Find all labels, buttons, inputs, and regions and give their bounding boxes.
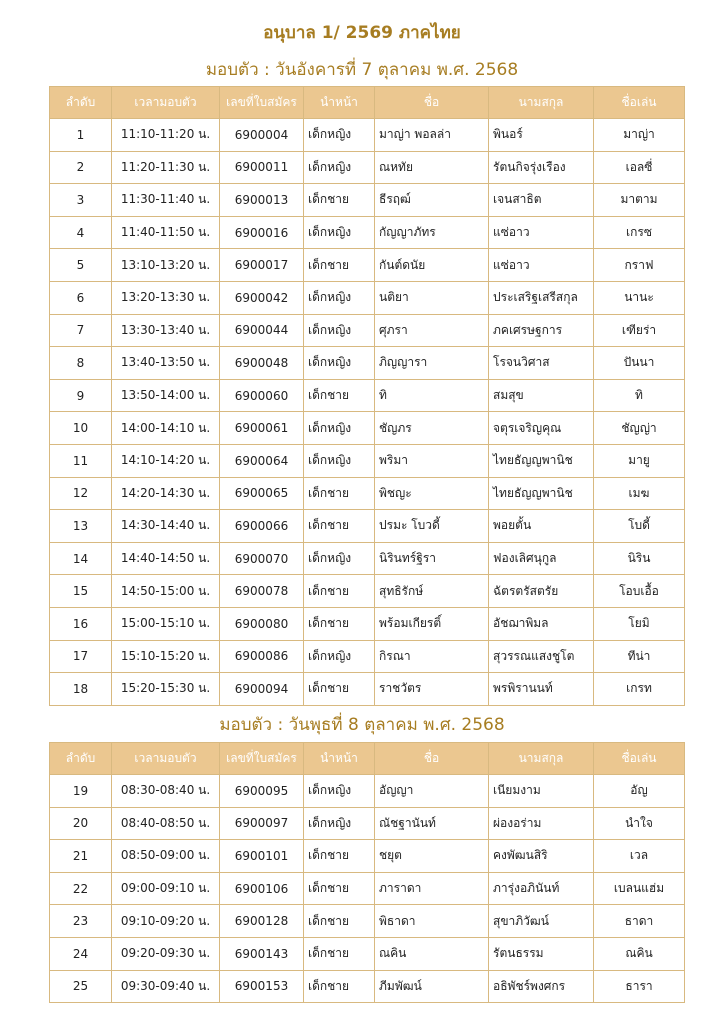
application-no-cell: 6900094 bbox=[220, 673, 304, 706]
nickname-cell: นิริน bbox=[594, 542, 685, 575]
order-cell: 3 bbox=[50, 184, 112, 217]
application-no-cell: 6900101 bbox=[220, 840, 304, 873]
table-row bbox=[50, 905, 685, 938]
first-name-cell: พิธาดา bbox=[375, 905, 489, 938]
order-cell: 5 bbox=[50, 249, 112, 282]
time-cell: 11:20-11:30 น. bbox=[112, 151, 220, 184]
prefix-cell: เด็กชาย bbox=[304, 184, 375, 217]
order-cell: 18 bbox=[50, 673, 112, 706]
prefix-cell: เด็กหญิง bbox=[304, 151, 375, 184]
order-cell: 15 bbox=[50, 575, 112, 608]
time-cell: 09:30-09:40 น. bbox=[112, 970, 220, 1003]
table-row bbox=[50, 542, 685, 575]
time-cell: 11:10-11:20 น. bbox=[112, 119, 220, 152]
nickname-cell: เวล bbox=[594, 840, 685, 873]
last-name-cell: พินอร์ bbox=[489, 119, 594, 152]
order-cell: 8 bbox=[50, 347, 112, 380]
nickname-cell: ทิ bbox=[594, 379, 685, 412]
section-heading-day1: มอบตัว : วันอังคารที่ 7 ตุลาคม พ.ศ. 2568 bbox=[205, 60, 519, 80]
time-cell: 13:50-14:00 น. bbox=[112, 379, 220, 412]
order-cell: 11 bbox=[50, 444, 112, 477]
application-no-cell: 6900143 bbox=[220, 937, 304, 970]
order-cell: 25 bbox=[50, 970, 112, 1003]
application-no-cell: 6900011 bbox=[220, 151, 304, 184]
nickname-cell: มายู bbox=[594, 444, 685, 477]
table-row bbox=[50, 249, 685, 282]
column-header-application-no: เลขที่ใบสมัคร bbox=[220, 743, 304, 775]
time-cell: 13:20-13:30 น. bbox=[112, 281, 220, 314]
first-name-cell: กัญญาภัทร bbox=[375, 216, 489, 249]
time-cell: 15:20-15:30 น. bbox=[112, 673, 220, 706]
prefix-cell: เด็กชาย bbox=[304, 575, 375, 608]
first-name-cell: ธีรฤฒ์ bbox=[375, 184, 489, 217]
application-no-cell: 6900013 bbox=[220, 184, 304, 217]
application-no-cell: 6900065 bbox=[220, 477, 304, 510]
last-name-cell: ไทยธัญญพานิช bbox=[489, 477, 594, 510]
application-no-cell: 6900017 bbox=[220, 249, 304, 282]
prefix-cell: เด็กหญิง bbox=[304, 807, 375, 840]
table-row bbox=[50, 970, 685, 1003]
first-name-cell: ณัชฐานันท์ bbox=[375, 807, 489, 840]
table-row bbox=[50, 119, 685, 152]
last-name-cell: ไทยธัญญพานิช bbox=[489, 444, 594, 477]
column-header-application-no: เลขที่ใบสมัคร bbox=[220, 87, 304, 119]
nickname-cell: เอลซี่ bbox=[594, 151, 685, 184]
order-cell: 22 bbox=[50, 872, 112, 905]
prefix-cell: เด็กชาย bbox=[304, 607, 375, 640]
application-no-cell: 6900080 bbox=[220, 607, 304, 640]
order-cell: 9 bbox=[50, 379, 112, 412]
order-cell: 20 bbox=[50, 807, 112, 840]
table-row bbox=[50, 607, 685, 640]
table-row bbox=[50, 775, 685, 808]
time-cell: 08:30-08:40 น. bbox=[112, 775, 220, 808]
column-header-order: ลำดับ bbox=[50, 87, 112, 119]
first-name-cell: ชยุต bbox=[375, 840, 489, 873]
prefix-cell: เด็กหญิง bbox=[304, 347, 375, 380]
order-cell: 16 bbox=[50, 607, 112, 640]
table-row bbox=[50, 216, 685, 249]
table-row bbox=[50, 640, 685, 673]
column-header-time: เวลามอบตัว bbox=[112, 743, 220, 775]
table-row bbox=[50, 281, 685, 314]
nickname-cell: เฑียร่า bbox=[594, 314, 685, 347]
time-cell: 14:20-14:30 น. bbox=[112, 477, 220, 510]
application-no-cell: 6900016 bbox=[220, 216, 304, 249]
order-cell: 14 bbox=[50, 542, 112, 575]
last-name-cell: แซ่อาว bbox=[489, 249, 594, 282]
application-no-cell: 6900042 bbox=[220, 281, 304, 314]
first-name-cell: นติยา bbox=[375, 281, 489, 314]
time-cell: 11:40-11:50 น. bbox=[112, 216, 220, 249]
time-cell: 15:10-15:20 น. bbox=[112, 640, 220, 673]
last-name-cell: ผ่องอร่าม bbox=[489, 807, 594, 840]
time-cell: 13:40-13:50 น. bbox=[112, 347, 220, 380]
table-row bbox=[50, 510, 685, 543]
nickname-cell: มาตาม bbox=[594, 184, 685, 217]
prefix-cell: เด็กชาย bbox=[304, 249, 375, 282]
table-row bbox=[50, 184, 685, 217]
last-name-cell: สุวรรณแสงชูโต bbox=[489, 640, 594, 673]
first-name-cell: กิรณา bbox=[375, 640, 489, 673]
order-cell: 2 bbox=[50, 151, 112, 184]
prefix-cell: เด็กหญิง bbox=[304, 119, 375, 152]
order-cell: 13 bbox=[50, 510, 112, 543]
application-no-cell: 6900128 bbox=[220, 905, 304, 938]
nickname-cell: มาญ่า bbox=[594, 119, 685, 152]
first-name-cell: สุทธิรักษ์ bbox=[375, 575, 489, 608]
time-cell: 14:00-14:10 น. bbox=[112, 412, 220, 445]
schedule-table-day1 bbox=[49, 86, 685, 706]
table-row bbox=[50, 477, 685, 510]
prefix-cell: เด็กชาย bbox=[304, 510, 375, 543]
order-cell: 19 bbox=[50, 775, 112, 808]
time-cell: 13:10-13:20 น. bbox=[112, 249, 220, 282]
application-no-cell: 6900097 bbox=[220, 807, 304, 840]
schedule-body-day2 bbox=[50, 775, 685, 1003]
application-no-cell: 6900004 bbox=[220, 119, 304, 152]
table-row bbox=[50, 807, 685, 840]
table-row bbox=[50, 314, 685, 347]
application-no-cell: 6900078 bbox=[220, 575, 304, 608]
column-header-last-name: นามสกุล bbox=[489, 87, 594, 119]
application-no-cell: 6900066 bbox=[220, 510, 304, 543]
prefix-cell: เด็กหญิง bbox=[304, 640, 375, 673]
nickname-cell: ทีน่า bbox=[594, 640, 685, 673]
last-name-cell: พอยตั้น bbox=[489, 510, 594, 543]
application-no-cell: 6900061 bbox=[220, 412, 304, 445]
prefix-cell: เด็กชาย bbox=[304, 970, 375, 1003]
table-row bbox=[50, 673, 685, 706]
first-name-cell: ภีมพัฒน์ bbox=[375, 970, 489, 1003]
last-name-cell: เจนสาธิต bbox=[489, 184, 594, 217]
application-no-cell: 6900064 bbox=[220, 444, 304, 477]
first-name-cell: ศุภรา bbox=[375, 314, 489, 347]
prefix-cell: เด็กหญิง bbox=[304, 281, 375, 314]
table-row bbox=[50, 444, 685, 477]
nickname-cell: อัญ bbox=[594, 775, 685, 808]
first-name-cell: พร้อมเกียรติ์ bbox=[375, 607, 489, 640]
time-cell: 09:10-09:20 น. bbox=[112, 905, 220, 938]
schedule-table-day2 bbox=[49, 742, 685, 1003]
last-name-cell: เนียมงาม bbox=[489, 775, 594, 808]
time-cell: 08:40-08:50 น. bbox=[112, 807, 220, 840]
last-name-cell: โรจนวิศาส bbox=[489, 347, 594, 380]
nickname-cell: ธาดา bbox=[594, 905, 685, 938]
nickname-cell: โอบเอื้อ bbox=[594, 575, 685, 608]
table-header-row bbox=[50, 87, 685, 119]
prefix-cell: เด็กชาย bbox=[304, 905, 375, 938]
first-name-cell: มาญ่า พอลล่า bbox=[375, 119, 489, 152]
application-no-cell: 6900044 bbox=[220, 314, 304, 347]
prefix-cell: เด็กหญิง bbox=[304, 412, 375, 445]
first-name-cell: พริมา bbox=[375, 444, 489, 477]
table-row bbox=[50, 575, 685, 608]
time-cell: 14:30-14:40 น. bbox=[112, 510, 220, 543]
application-no-cell: 6900048 bbox=[220, 347, 304, 380]
order-cell: 12 bbox=[50, 477, 112, 510]
last-name-cell: ภารุ่งอภินันท์ bbox=[489, 872, 594, 905]
last-name-cell: ฉัตรตรัสตรัย bbox=[489, 575, 594, 608]
application-no-cell: 6900070 bbox=[220, 542, 304, 575]
prefix-cell: เด็กชาย bbox=[304, 477, 375, 510]
nickname-cell: โยมิ bbox=[594, 607, 685, 640]
nickname-cell: เมฆ bbox=[594, 477, 685, 510]
prefix-cell: เด็กหญิง bbox=[304, 216, 375, 249]
prefix-cell: เด็กหญิง bbox=[304, 444, 375, 477]
table-row bbox=[50, 872, 685, 905]
time-cell: 14:50-15:00 น. bbox=[112, 575, 220, 608]
first-name-cell: อัญญา bbox=[375, 775, 489, 808]
page-title: อนุบาล 1/ 2569 ภาคไทย bbox=[263, 23, 461, 43]
time-cell: 09:00-09:10 น. bbox=[112, 872, 220, 905]
prefix-cell: เด็กชาย bbox=[304, 840, 375, 873]
nickname-cell: เกรท bbox=[594, 673, 685, 706]
first-name-cell: ชัญภร bbox=[375, 412, 489, 445]
column-header-first-name: ชื่อ bbox=[375, 87, 489, 119]
first-name-cell: ณคิน bbox=[375, 937, 489, 970]
first-name-cell: ภิญญารา bbox=[375, 347, 489, 380]
last-name-cell: สมสุข bbox=[489, 379, 594, 412]
first-name-cell: นิรินทร์ฐิรา bbox=[375, 542, 489, 575]
prefix-cell: เด็กชาย bbox=[304, 379, 375, 412]
last-name-cell: คงพัฒนสิริ bbox=[489, 840, 594, 873]
nickname-cell: เกรซ bbox=[594, 216, 685, 249]
application-no-cell: 6900106 bbox=[220, 872, 304, 905]
table-row bbox=[50, 412, 685, 445]
time-cell: 14:10-14:20 น. bbox=[112, 444, 220, 477]
table-header-row bbox=[50, 743, 685, 775]
prefix-cell: เด็กหญิง bbox=[304, 542, 375, 575]
first-name-cell: กันต์ดนัย bbox=[375, 249, 489, 282]
last-name-cell: อธิพัชร์พงศกร bbox=[489, 970, 594, 1003]
first-name-cell: พิชญะ bbox=[375, 477, 489, 510]
time-cell: 15:00-15:10 น. bbox=[112, 607, 220, 640]
first-name-cell: ภาราดา bbox=[375, 872, 489, 905]
time-cell: 08:50-09:00 น. bbox=[112, 840, 220, 873]
application-no-cell: 6900095 bbox=[220, 775, 304, 808]
time-cell: 11:30-11:40 น. bbox=[112, 184, 220, 217]
nickname-cell: ธารา bbox=[594, 970, 685, 1003]
column-header-first-name: ชื่อ bbox=[375, 743, 489, 775]
table-row bbox=[50, 379, 685, 412]
order-cell: 1 bbox=[50, 119, 112, 152]
nickname-cell: เบลนแฮ่ม bbox=[594, 872, 685, 905]
column-header-nickname: ชื่อเล่น bbox=[594, 87, 685, 119]
section-heading-day2: มอบตัว : วันพุธที่ 8 ตุลาคม พ.ศ. 2568 bbox=[219, 715, 505, 735]
first-name-cell: ทิ bbox=[375, 379, 489, 412]
nickname-cell: ปันนา bbox=[594, 347, 685, 380]
order-cell: 24 bbox=[50, 937, 112, 970]
last-name-cell: รัตนธรรม bbox=[489, 937, 594, 970]
application-no-cell: 6900153 bbox=[220, 970, 304, 1003]
first-name-cell: ราชวัตร bbox=[375, 673, 489, 706]
time-cell: 13:30-13:40 น. bbox=[112, 314, 220, 347]
table-row bbox=[50, 347, 685, 380]
last-name-cell: สุขาภิวัฒน์ bbox=[489, 905, 594, 938]
last-name-cell: อัชฌาพิมล bbox=[489, 607, 594, 640]
order-cell: 21 bbox=[50, 840, 112, 873]
last-name-cell: รัตนกิจรุ่งเรือง bbox=[489, 151, 594, 184]
order-cell: 23 bbox=[50, 905, 112, 938]
order-cell: 6 bbox=[50, 281, 112, 314]
column-header-prefix: นำหน้า bbox=[304, 743, 375, 775]
order-cell: 10 bbox=[50, 412, 112, 445]
last-name-cell: แซ่อาว bbox=[489, 216, 594, 249]
column-header-order: ลำดับ bbox=[50, 743, 112, 775]
nickname-cell: นำใจ bbox=[594, 807, 685, 840]
prefix-cell: เด็กชาย bbox=[304, 673, 375, 706]
nickname-cell: นานะ bbox=[594, 281, 685, 314]
prefix-cell: เด็กหญิง bbox=[304, 775, 375, 808]
prefix-cell: เด็กชาย bbox=[304, 937, 375, 970]
application-no-cell: 6900060 bbox=[220, 379, 304, 412]
last-name-cell: ภคเศรษฐการ bbox=[489, 314, 594, 347]
time-cell: 14:40-14:50 น. bbox=[112, 542, 220, 575]
column-header-last-name: นามสกุล bbox=[489, 743, 594, 775]
nickname-cell: กราฟ bbox=[594, 249, 685, 282]
prefix-cell: เด็กชาย bbox=[304, 872, 375, 905]
first-name-cell: ณหทัย bbox=[375, 151, 489, 184]
table-row bbox=[50, 151, 685, 184]
time-cell: 09:20-09:30 น. bbox=[112, 937, 220, 970]
column-header-time: เวลามอบตัว bbox=[112, 87, 220, 119]
nickname-cell: ณคิน bbox=[594, 937, 685, 970]
table-row bbox=[50, 840, 685, 873]
order-cell: 17 bbox=[50, 640, 112, 673]
last-name-cell: ฟองเลิศนุกูล bbox=[489, 542, 594, 575]
schedule-body-day1 bbox=[50, 119, 685, 706]
nickname-cell: โบดี้ bbox=[594, 510, 685, 543]
column-header-prefix: นำหน้า bbox=[304, 87, 375, 119]
prefix-cell: เด็กหญิง bbox=[304, 314, 375, 347]
last-name-cell: พรพิรานนท์ bbox=[489, 673, 594, 706]
order-cell: 4 bbox=[50, 216, 112, 249]
nickname-cell: ชัญญ่า bbox=[594, 412, 685, 445]
last-name-cell: ประเสริฐเสรีสกุล bbox=[489, 281, 594, 314]
last-name-cell: จตุรเจริญคุณ bbox=[489, 412, 594, 445]
column-header-nickname: ชื่อเล่น bbox=[594, 743, 685, 775]
table-row bbox=[50, 937, 685, 970]
first-name-cell: ปรมะ โบวดี้ bbox=[375, 510, 489, 543]
application-no-cell: 6900086 bbox=[220, 640, 304, 673]
order-cell: 7 bbox=[50, 314, 112, 347]
